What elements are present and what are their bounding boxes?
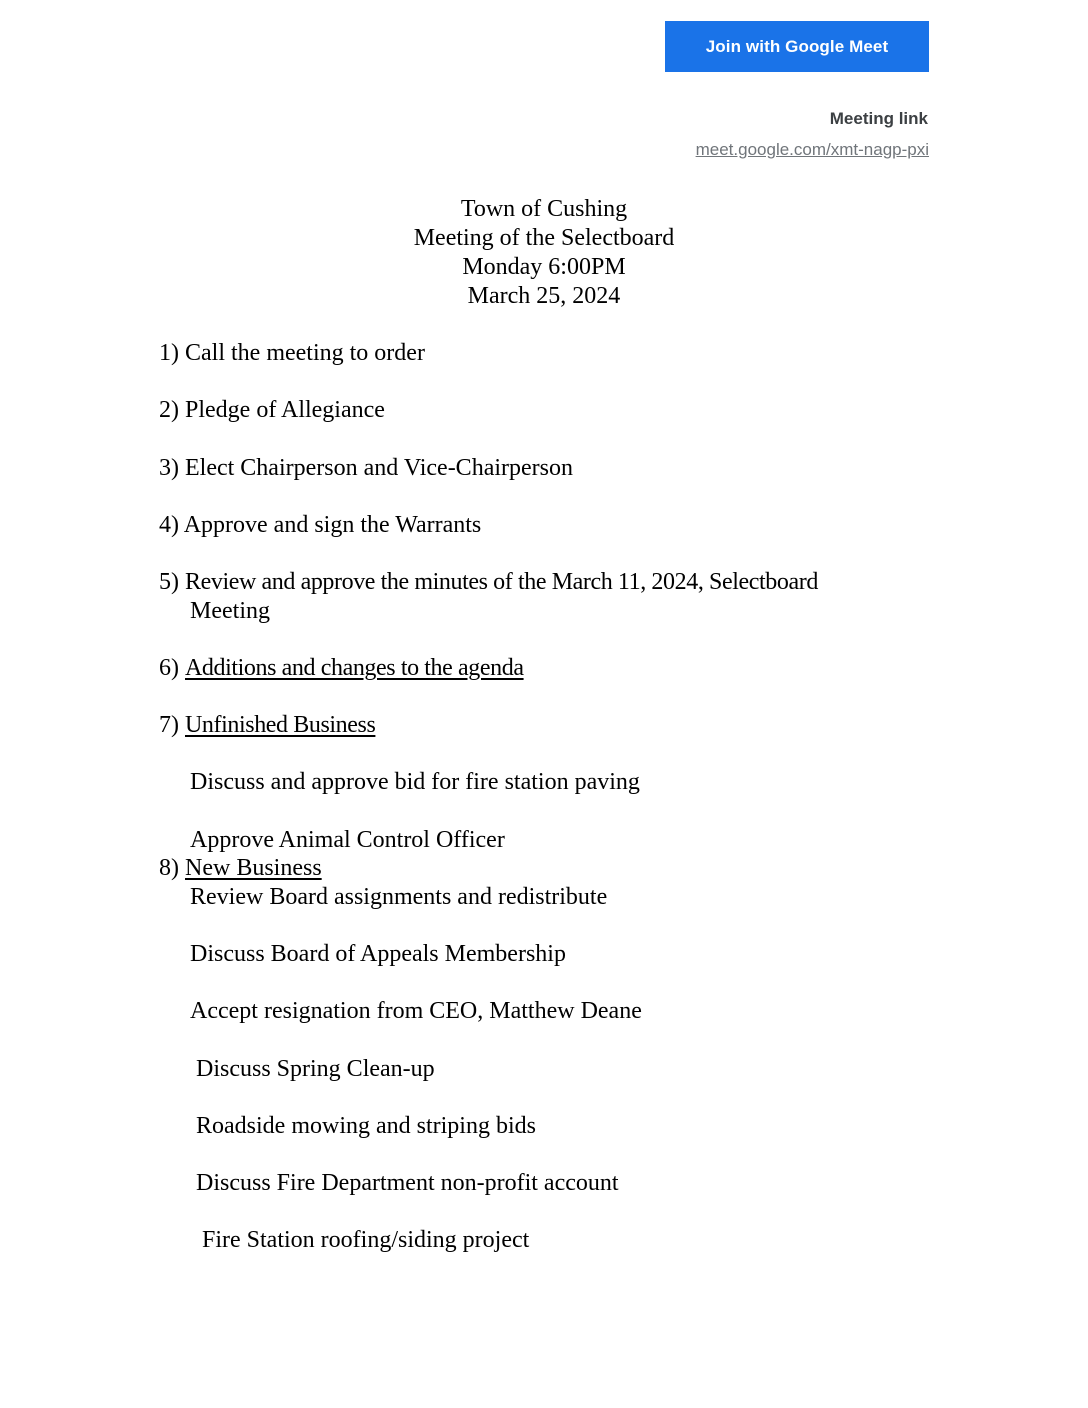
item-number: 6) — [159, 655, 179, 681]
item-number: 3) — [159, 455, 179, 481]
item-text: Elect Chairperson and Vice-Chairperson — [185, 455, 573, 481]
agenda-item — [159, 854, 322, 883]
agenda-item-continuation: Meeting — [190, 598, 270, 624]
meeting-time: Monday 6:00PM — [462, 254, 626, 280]
agenda-subitem: Discuss Fire Department non-profit account — [196, 1170, 619, 1196]
item-text: Unfinished Business — [185, 712, 376, 738]
town-name: Town of Cushing — [460, 196, 628, 222]
agenda-subitem: Discuss Spring Clean-up — [196, 1056, 435, 1082]
meeting-link-label: Meeting link — [829, 109, 928, 128]
agenda-subitem: Accept resignation from CEO, Matthew Deane — [190, 998, 642, 1024]
item-text: Review and approve the minutes of the March 11, 2024, Selectboard — [185, 569, 818, 595]
item-text: New Business — [185, 855, 322, 881]
agenda-subitem: Discuss Board of Appeals Membership — [190, 941, 566, 967]
agenda-subitem: Approve Animal Control Officer — [190, 827, 505, 853]
item-number: 2) — [159, 397, 179, 423]
item-number: 7) — [159, 712, 179, 738]
agenda-item — [159, 339, 425, 368]
agenda-item — [159, 454, 573, 483]
agenda-subitem: Fire Station roofing/siding project — [202, 1227, 530, 1253]
join-google-meet-button[interactable]: Join with Google Meet — [665, 21, 929, 72]
item-number: 1) — [159, 340, 179, 366]
item-text: Additions and changes to the agenda — [185, 655, 524, 681]
item-number: 8) — [159, 855, 179, 881]
meeting-date: March 25, 2024 — [467, 283, 621, 309]
agenda-subitem: Discuss and approve bid for fire station paving — [190, 769, 640, 795]
agenda-item — [159, 511, 481, 540]
agenda-item — [159, 396, 385, 425]
meeting-link-url[interactable]: meet.google.com/xmt-nagp-pxi — [695, 140, 929, 159]
agenda-subitem: Roadside mowing and striping bids — [196, 1113, 536, 1139]
item-number: 5) — [159, 569, 179, 595]
agenda-item — [159, 654, 524, 683]
agenda-item — [159, 711, 375, 740]
agenda-subitem: Review Board assignments and redistribute — [190, 884, 608, 910]
item-number: 4) — [159, 512, 179, 538]
meeting-title: Meeting of the Selectboard — [413, 225, 675, 251]
agenda-item — [159, 568, 818, 597]
item-text: Pledge of Allegiance — [185, 397, 385, 423]
item-text: Approve and sign the Warrants — [183, 512, 482, 538]
item-text: Call the meeting to order — [185, 340, 425, 366]
agenda-header — [0, 195, 1088, 311]
